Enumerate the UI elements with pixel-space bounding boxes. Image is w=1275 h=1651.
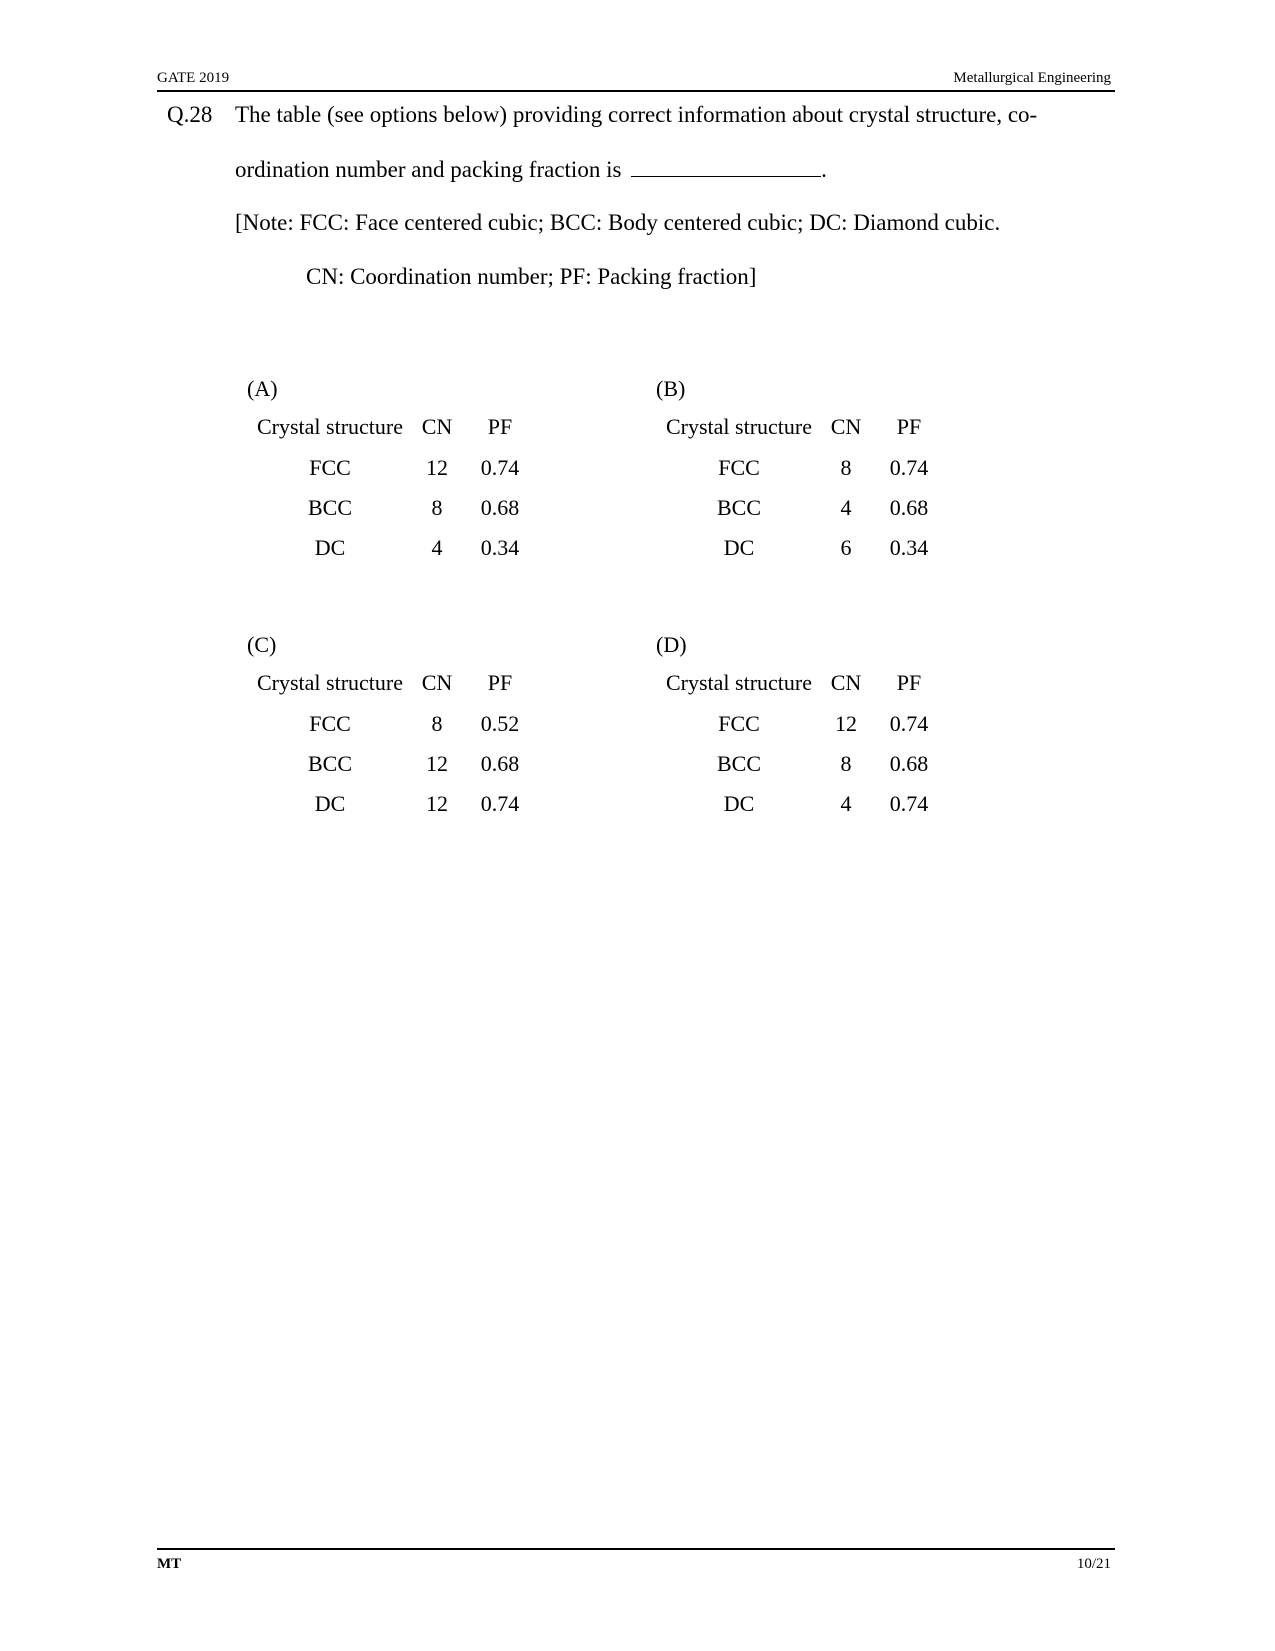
table-row [656, 751, 976, 781]
cell-cn: 8 [431, 495, 443, 520]
cell-structure: DC [723, 535, 755, 560]
page-number: 10/21 [1076, 1556, 1111, 1572]
cell-pf: 0.34 [889, 535, 929, 560]
cell-structure: DC [314, 535, 346, 560]
table-row [656, 455, 976, 485]
table-header [656, 414, 976, 444]
question-line-2-end: . [821, 157, 827, 182]
cell-cn: 12 [426, 751, 448, 776]
page-footer [157, 1548, 1115, 1580]
cell-structure: BCC [716, 495, 762, 520]
cell-pf: 0.74 [480, 791, 520, 816]
header-crystal-structure: Crystal structure [665, 414, 813, 439]
cell-pf: 0.34 [480, 535, 520, 560]
cell-structure: BCC [307, 751, 353, 776]
cell-structure: FCC [309, 711, 351, 736]
table-row [247, 535, 567, 565]
cell-cn: 12 [426, 455, 448, 480]
header-pf: PF [487, 670, 513, 695]
page-header [157, 66, 1115, 92]
header-cn: CN [830, 670, 862, 695]
table-header [247, 414, 567, 444]
table-row [247, 751, 567, 781]
cell-pf: 0.74 [889, 455, 929, 480]
header-crystal-structure: Crystal structure [256, 670, 404, 695]
header-pf: PF [896, 414, 922, 439]
cell-structure: DC [314, 791, 346, 816]
table-row [656, 535, 976, 565]
header-crystal-structure: Crystal structure [665, 670, 813, 695]
cell-structure: DC [723, 791, 755, 816]
cell-pf: 0.68 [889, 751, 929, 776]
option-letter: (B) [656, 376, 686, 401]
cell-pf: 0.52 [480, 711, 520, 736]
option-letter: (D) [656, 632, 687, 657]
cell-cn: 12 [426, 791, 448, 816]
table-row [247, 495, 567, 525]
subject-name: Metallurgical Engineering [953, 70, 1111, 86]
cell-cn: 6 [840, 535, 852, 560]
table-row [656, 711, 976, 741]
question-line-2 [235, 156, 827, 183]
header-cn: CN [421, 670, 453, 695]
cell-cn: 8 [840, 455, 852, 480]
table-row [656, 495, 976, 525]
cell-pf: 0.74 [889, 711, 929, 736]
cell-cn: 12 [835, 711, 857, 736]
question-number: Q.28 [167, 102, 213, 127]
header-pf: PF [487, 414, 513, 439]
cell-pf: 0.74 [480, 455, 520, 480]
table-row [247, 791, 567, 821]
note-line-2: CN: Coordination number; PF: Packing fraction] [306, 264, 757, 289]
table-header [247, 670, 567, 700]
table-header [656, 670, 976, 700]
cell-cn: 4 [840, 495, 852, 520]
table-row [656, 791, 976, 821]
header-cn: CN [421, 414, 453, 439]
answer-blank [631, 156, 821, 177]
exam-name: GATE 2019 [157, 70, 230, 86]
option-letter: (C) [247, 632, 277, 657]
table-row [247, 455, 567, 485]
cell-structure: FCC [718, 455, 760, 480]
header-crystal-structure: Crystal structure [256, 414, 404, 439]
header-pf: PF [896, 670, 922, 695]
header-cn: CN [830, 414, 862, 439]
cell-cn: 4 [840, 791, 852, 816]
cell-pf: 0.68 [480, 495, 520, 520]
cell-cn: 4 [431, 535, 443, 560]
cell-structure: BCC [307, 495, 353, 520]
question-line-2-text: ordination number and packing fraction is [235, 157, 622, 182]
cell-structure: BCC [716, 751, 762, 776]
note-line-1: [Note: FCC: Face centered cubic; BCC: Body centered cubic; DC: Diamond cubic. [235, 210, 1001, 235]
option-letter: (A) [247, 376, 278, 401]
cell-structure: FCC [718, 711, 760, 736]
cell-pf: 0.68 [480, 751, 520, 776]
cell-pf: 0.68 [889, 495, 929, 520]
table-row [247, 711, 567, 741]
cell-cn: 8 [431, 711, 443, 736]
cell-pf: 0.74 [889, 791, 929, 816]
paper-code: MT [157, 1556, 182, 1572]
question-line-1: The table (see options below) providing correct information about crystal structure, co- [235, 102, 1038, 127]
cell-cn: 8 [840, 751, 852, 776]
cell-structure: FCC [309, 455, 351, 480]
